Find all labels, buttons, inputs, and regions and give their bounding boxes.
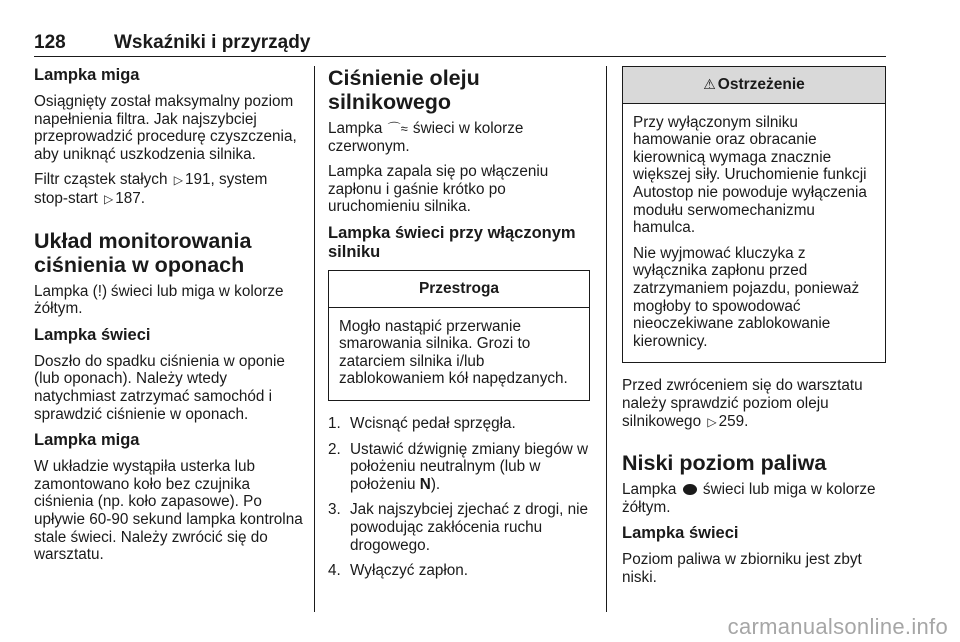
list-item: 1. Wcisnąć pedał sprzęgła. <box>328 414 516 432</box>
section-heading: Lampka świeci <box>34 325 151 344</box>
warning-title: Ostrzeżenie <box>717 76 805 93</box>
cross-reference-link[interactable]: 187. <box>115 189 146 207</box>
paragraph: Osiągnięty został maksymalny poziom napełnienia filtra. Jak najszybciej przeprowadzić procedurę czyszczenia, aby uniknąć uszkodzenia silnika. <box>34 93 297 163</box>
column-divider <box>606 66 607 612</box>
section-title-oil: Ciśnienie oleju silnikowego <box>328 66 480 114</box>
cross-reference-link[interactable]: 259. <box>718 412 749 430</box>
warning-header <box>623 67 885 104</box>
warning-box <box>622 66 886 363</box>
paragraph: Przed zwróceniem się do warsztatu należy sprawdzić poziom oleju silnikowego ▷ 259. <box>622 377 863 430</box>
warning-text: Nie wyjmować kluczyka z wyłącznika zapłonu przed zatrzymaniem pojazdu, ponieważ mogłoby to spowodować nieoczekiwane zablokowanie kierownicy. <box>633 244 860 350</box>
section-heading: Lampka świeci <box>622 524 739 543</box>
paragraph: Lampka ⌒≈ świeci w kolorze czerwonym. <box>328 120 524 155</box>
list-item: 4. Wyłączyć zapłon. <box>328 562 469 580</box>
section-heading: Lampka świeci przy włączonym silniku <box>328 223 576 261</box>
page-header <box>34 30 886 57</box>
cross-reference-icon[interactable]: ▷ <box>173 173 183 188</box>
list-item: 2. Ustawić dźwignię zmiany biegów w położeniu neutralnym (lub w położeniu N). <box>328 440 589 493</box>
column-left <box>34 66 304 572</box>
column-right <box>622 66 886 594</box>
watermark: carmanualsonline.info <box>727 614 948 639</box>
list-item: 3. Jak najszybciej zjechać z drogi, nie powodując zakłócenia ruchu drogowego. <box>328 501 589 554</box>
paragraph: Lampka (!) świeci lub miga w kolorze żółtym. <box>34 282 284 318</box>
paragraph: Lampka świeci lub miga w kolorze żółtym. <box>622 481 876 516</box>
paragraph: Filtr cząstek stałych ▷ 191, system stop-start ▷ 187. <box>34 171 268 207</box>
cross-reference-icon[interactable]: ▷ <box>104 191 114 206</box>
caution-title: Przestroga <box>329 271 589 308</box>
cross-reference-link[interactable]: 191, system stop-start <box>34 171 268 207</box>
fuel-indicator-icon <box>683 484 697 495</box>
caution-box <box>328 270 590 401</box>
oil-can-icon: ⌒≈ <box>387 121 408 136</box>
section-title-fuel: Niski poziom paliwa <box>622 451 827 476</box>
section-heading: Lampka miga <box>34 431 140 450</box>
section-title-tpms: Układ monitorowania ciśnienia w oponach <box>34 228 252 277</box>
caution-text: Mogło nastąpić przerwanie smarowania silnika. Grozi to zatarciem silnika i/lub zablokowaniem kół napędzanych. <box>339 317 568 388</box>
page-number: 128 <box>34 32 66 53</box>
page-title: Wskaźniki i przyrządy <box>114 32 311 53</box>
steps-list <box>328 415 590 580</box>
tire-pressure-icon: (!) <box>92 282 108 300</box>
warning-text: Przy wyłączonym silniku hamowanie oraz obracanie kierownicą wymaga znacznie większej siły. Uruchomienie funkcji Autostop nie powoduje wyłączenia modułu serwomechanizmu hamulca. <box>633 113 867 237</box>
paragraph: W układzie wystąpiła usterka lub zamontowano koło bez czujnika ciśnienia (np. koło zapasowe). Po upływie 60-90 sekund lampka kontrolna stale świeci. Należy zwrócić się do warsztatu. <box>34 458 303 564</box>
paragraph: Poziom paliwa w zbiorniku jest zbyt niski. <box>622 551 862 586</box>
column-middle <box>328 66 590 588</box>
column-divider <box>314 66 315 612</box>
paragraph: Lampka zapala się po włączeniu zapłonu i gaśnie krótko po uruchomieniu silnika. <box>328 163 549 216</box>
warning-triangle-icon: ⚠ <box>703 76 716 92</box>
paragraph: Doszło do spadku ciśnienia w oponie (lub oponach). Należy wtedy natychmiast zatrzymać samochód i sprawdzić ciśnienie w oponach. <box>34 352 285 423</box>
cross-reference-icon[interactable]: ▷ <box>707 414 717 429</box>
section-heading: Lampka miga <box>34 66 140 84</box>
